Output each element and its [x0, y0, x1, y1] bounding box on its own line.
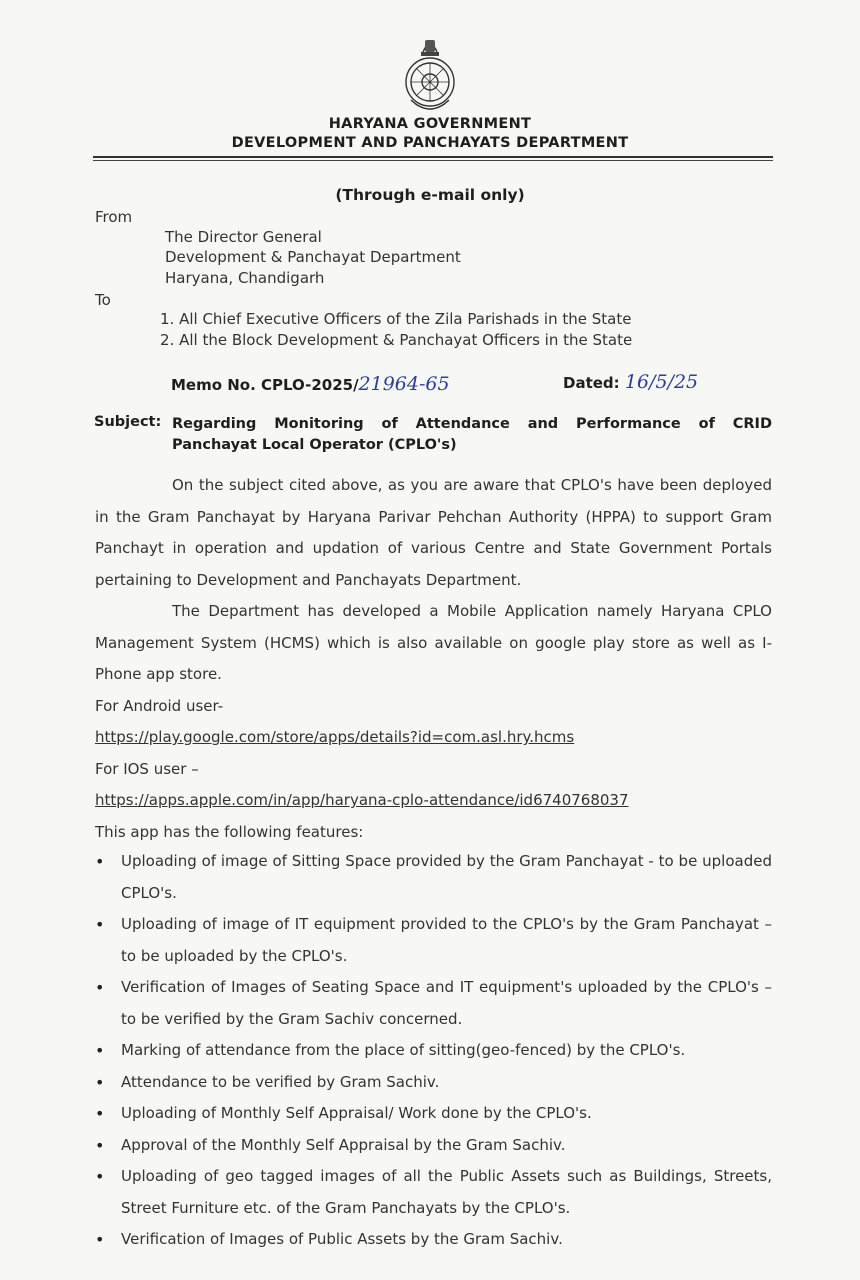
memo-date: [563, 371, 698, 393]
state-emblem-icon: [395, 30, 465, 120]
subject-label: Subject:: [94, 414, 162, 430]
list-item: • Uploading of geo tagged images of all the Public Assets such as Buildings, Streets, Street Furniture etc. of the Gram Panchayats by the CPLO's.: [95, 1161, 772, 1224]
list-item: • Verification of Images of Seating Space and IT equipment's uploaded by the CPLO's – to be verified by the Gram Sachiv concerned.: [95, 972, 772, 1035]
list-item: • Uploading of image of IT equipment provided to the CPLO's by the Gram Panchayat – to be uploaded by the CPLO's.: [95, 909, 772, 972]
ios-label: For IOS user –: [95, 760, 199, 778]
paragraph-2-text: The Department has developed a Mobile Application namely Haryana CPLO Management System (HCMS) which is also available on google play store as well as I-Phone app store.: [95, 602, 772, 683]
features-list: [95, 846, 772, 1256]
list-item: • Approval of the Monthly Self Appraisal by the Gram Sachiv.: [95, 1130, 772, 1162]
recipient-2: 2. All the Block Development & Panchayat Officers in the State: [160, 331, 633, 349]
from-line-2: Development & Panchayat Department: [165, 248, 461, 266]
from-line-3: Haryana, Chandigarh: [165, 269, 325, 287]
paragraph-1: [95, 470, 772, 596]
features-intro: This app has the following features:: [95, 823, 364, 841]
list-item: • Marking of attendance from the place of sitting(geo-fenced) by the CPLO's.: [95, 1035, 772, 1067]
to-label: To: [95, 291, 111, 309]
list-item: • Verification of Images of Public Assets by the Gram Sachiv.: [95, 1224, 772, 1256]
header-government: HARYANA GOVERNMENT: [328, 116, 532, 132]
paragraph-1-text: On the subject cited above, as you are aware that CPLO's have been deployed in the Gram Panchayat by Haryana Parivar Pehchan Authority (HPPA) to support Gram Panchayt in operation and updation of various Centre and State Government Portals pertaining to Development and Panchayats Department.: [95, 476, 772, 589]
header-rule: [93, 156, 773, 158]
ios-store-link[interactable]: https://apps.apple.com/in/app/haryana-cplo-attendance/id6740768037: [95, 791, 629, 809]
header-rule-thin: [93, 160, 773, 161]
list-item: • Uploading of Monthly Self Appraisal/ Work done by the CPLO's.: [95, 1098, 772, 1130]
list-item: • Attendance to be verified by Gram Sachiv.: [95, 1067, 772, 1099]
memo-label: Memo No. CPLO-2025/: [171, 376, 359, 394]
recipient-1: 1. All Chief Executive Officers of the Zila Parishads in the State: [160, 310, 632, 328]
from-line-1: The Director General: [165, 228, 322, 246]
dated-label: Dated:: [563, 374, 620, 392]
list-item: • Uploading of image of Sitting Space provided by the Gram Panchayat - to be uploaded CPLO's.: [95, 846, 772, 909]
android-store-link[interactable]: https://play.google.com/store/apps/details?id=com.asl.hry.hcms: [95, 728, 575, 746]
paragraph-2: [95, 596, 772, 691]
android-label: For Android user-: [95, 697, 224, 715]
from-label: From: [95, 208, 133, 226]
handwritten-date: 16/5/25: [624, 371, 699, 393]
memo-number: [171, 373, 450, 395]
memo-handwritten-number: 21964-65: [358, 373, 450, 395]
subject-text: Regarding Monitoring of Attendance and Performance of CRID Panchayat Local Operator (CPLO's): [172, 416, 772, 453]
header-department: DEVELOPMENT AND PANCHAYATS DEPARTMENT: [231, 135, 629, 151]
delivery-note: (Through e-mail only): [335, 186, 525, 204]
